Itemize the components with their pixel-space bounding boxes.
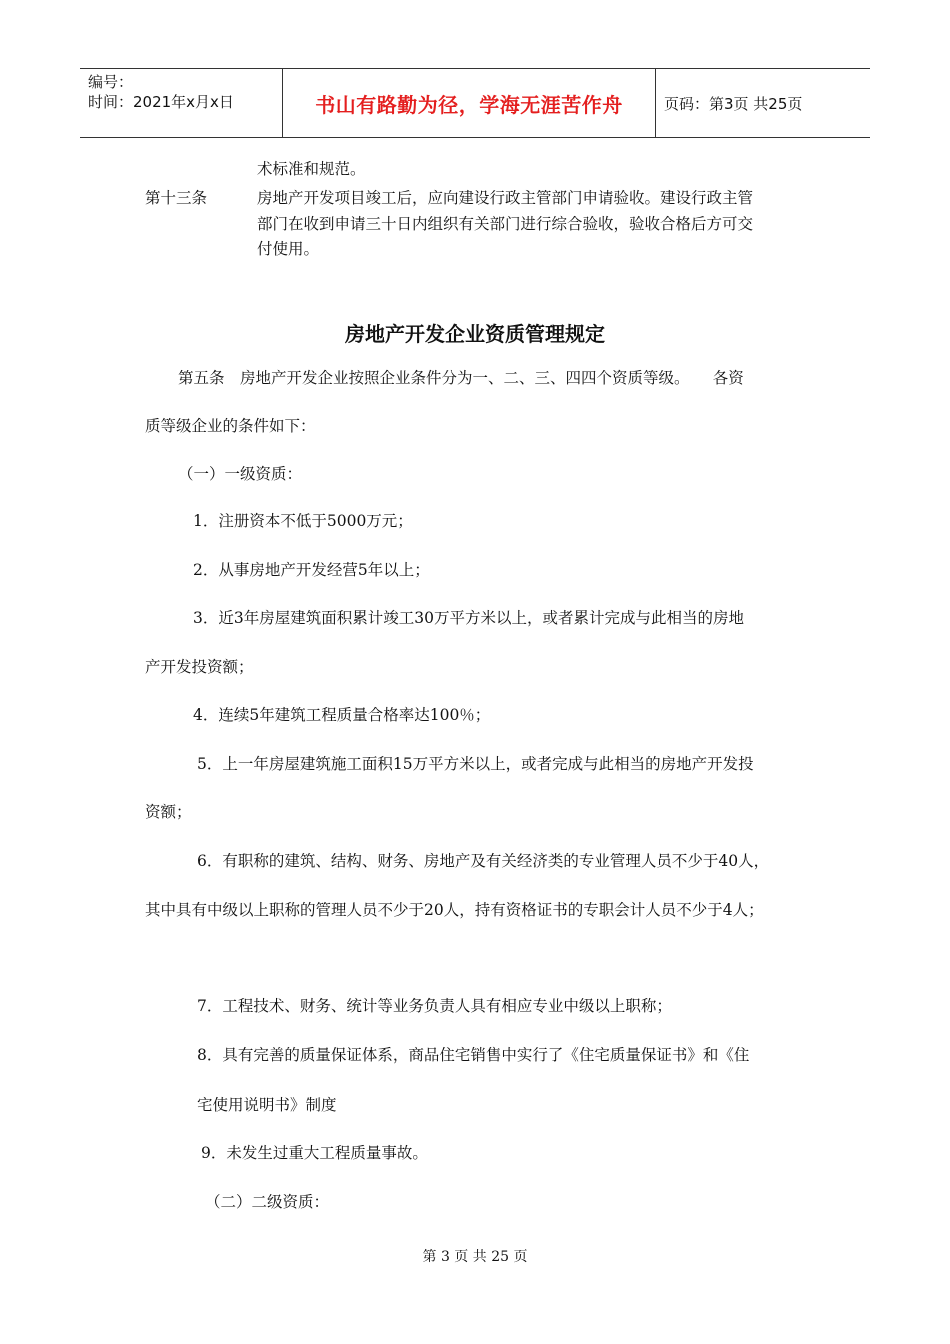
header-number-label: 编号： (88, 73, 134, 91)
article13-label: 第十三条 (145, 189, 208, 207)
article5-line: 质等级企业的条件如下： (145, 417, 316, 435)
condition-line: 3．近3年房屋建筑面积累计竣工30万平方米以上，或者累计完成与此相当的房地 (193, 609, 744, 627)
header-meta-cell (80, 69, 282, 137)
condition-line: 宅使用说明书》制度 (197, 1096, 337, 1114)
header-motto: 书山有路勤为径，学海无涯苦作舟 (315, 92, 623, 117)
condition-line: 产开发投资额； (145, 658, 254, 676)
page-footer: 第 3 页 共 25 页 (422, 1249, 528, 1265)
article5-line: 第五条 房地产开发企业按照企业条件分为一、二、三、四四个资质等级。 各资 (178, 369, 744, 387)
regulation-title: 房地产开发企业资质管理规定 (345, 322, 605, 346)
article13-line: 部门在收到申请三十日内组织有关部门进行综合验收，验收合格后方可交 (257, 215, 754, 233)
condition-line: 5．上一年房屋建筑施工面积15万平方米以上，或者完成与此相当的房地产开发投 (197, 755, 754, 773)
article13-line: 付使用。 (257, 240, 320, 258)
condition-line: 资额； (145, 803, 192, 821)
page-header (80, 68, 870, 138)
condition-line: 6．有职称的建筑、结构、财务、房地产及有关经济类的专业管理人员不少于40人， (197, 852, 770, 870)
header-page-info: 页码：第3页 共25页 (664, 94, 803, 113)
condition-line: 其中具有中级以上职称的管理人员不少于20人，持有资格证书的专职会计人员不少于4人； (145, 901, 764, 919)
article13-line: 房地产开发项目竣工后，应向建设行政主管部门申请验收。建设行政主管 (257, 189, 754, 207)
level1-heading: （一）一级资质： (178, 465, 303, 483)
condition-line: 8．具有完善的质量保证体系，商品住宅销售中实行了《住宅质量保证书》和《住 (197, 1046, 750, 1064)
condition-line: 1．注册资本不低于5000万元； (193, 512, 413, 530)
header-motto-cell (282, 69, 656, 137)
condition-line: 7．工程技术、财务、统计等业务负责人具有相应专业中级以上职称； (197, 997, 672, 1015)
condition-line: 2．从事房地产开发经营5年以上； (193, 561, 430, 579)
condition-line: 4．连续5年建筑工程质量合格率达100％； (193, 706, 491, 724)
header-date-label: 时间：2021年x月x日 (88, 93, 234, 111)
condition-line: 9．未发生过重大工程质量事故。 (201, 1144, 428, 1162)
header-page-cell (655, 69, 870, 137)
level2-heading: （二）二级资质： (205, 1193, 330, 1211)
continued-line: 术标准和规范。 (257, 160, 366, 178)
